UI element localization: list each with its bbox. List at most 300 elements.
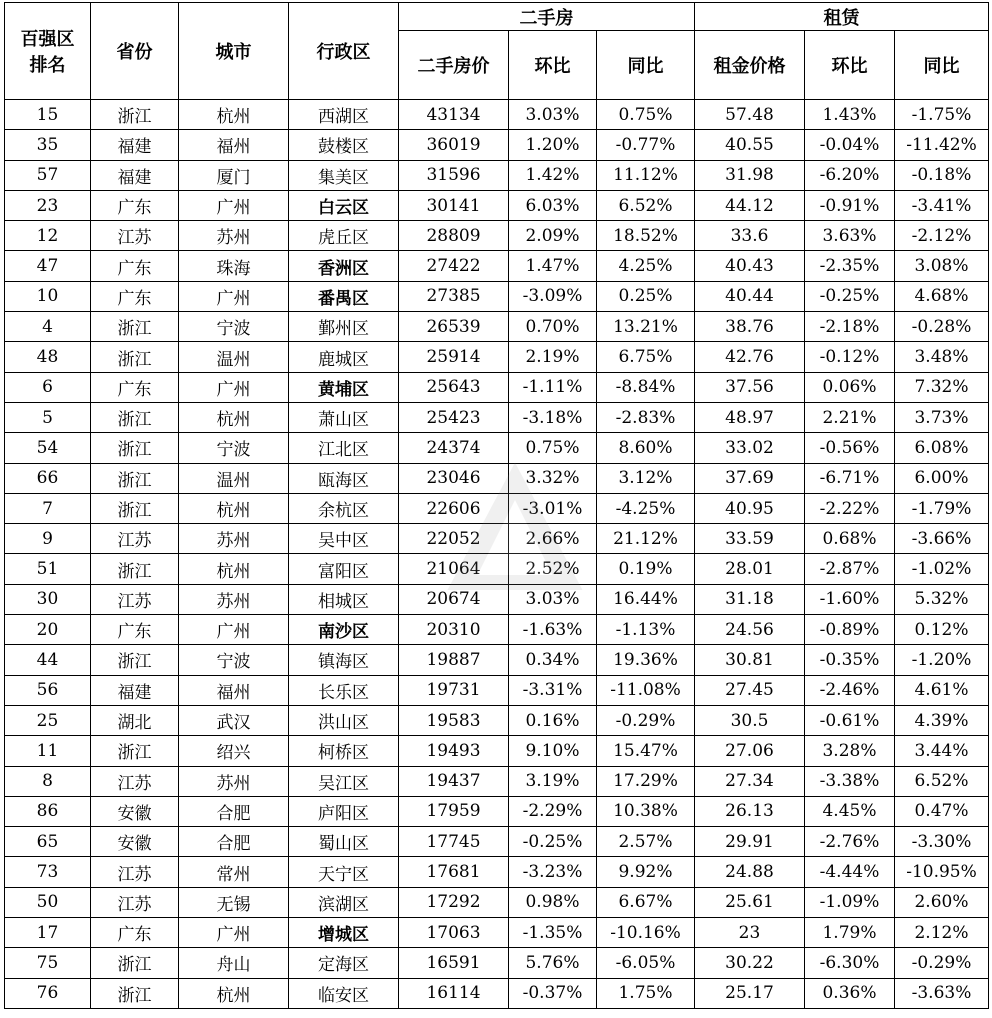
cell-rank: 54 xyxy=(5,433,91,463)
cell-city: 杭州 xyxy=(179,402,289,432)
cell-rent-yoy: 3.44% xyxy=(895,736,989,766)
cell-yoy: -10.16% xyxy=(597,918,695,948)
cell-mom: 2.52% xyxy=(509,554,597,584)
cell-rent-mom: 1.43% xyxy=(805,100,895,130)
cell-yoy: 16.44% xyxy=(597,584,695,614)
cell-secondhand-price: 25914 xyxy=(399,342,509,372)
cell-secondhand-price: 30141 xyxy=(399,190,509,220)
cell-mom: 6.03% xyxy=(509,190,597,220)
cell-province: 浙江 xyxy=(91,433,179,463)
cell-rank: 73 xyxy=(5,857,91,887)
cell-rent-price: 40.43 xyxy=(695,251,805,281)
cell-rent-mom: 3.63% xyxy=(805,221,895,251)
cell-rent-price: 30.5 xyxy=(695,705,805,735)
cell-mom: -3.01% xyxy=(509,493,597,523)
cell-rent-price: 30.81 xyxy=(695,645,805,675)
data-table xyxy=(4,2,989,1009)
cell-district: 长乐区 xyxy=(289,675,399,705)
cell-province: 浙江 xyxy=(91,736,179,766)
cell-province: 广东 xyxy=(91,918,179,948)
cell-rent-yoy: -1.20% xyxy=(895,645,989,675)
cell-mom: 5.76% xyxy=(509,948,597,978)
cell-rent-price: 42.76 xyxy=(695,342,805,372)
cell-rent-price: 27.06 xyxy=(695,736,805,766)
cell-rent-mom: -2.35% xyxy=(805,251,895,281)
table-row xyxy=(5,402,989,432)
cell-mom: 0.98% xyxy=(509,887,597,917)
cell-city: 广州 xyxy=(179,281,289,311)
cell-city: 宁波 xyxy=(179,645,289,675)
cell-secondhand-price: 17681 xyxy=(399,857,509,887)
cell-rent-yoy: -1.75% xyxy=(895,100,989,130)
cell-rent-price: 24.88 xyxy=(695,857,805,887)
cell-city: 杭州 xyxy=(179,493,289,523)
cell-mom: 3.19% xyxy=(509,766,597,796)
cell-mom: -0.25% xyxy=(509,827,597,857)
cell-mom: 0.70% xyxy=(509,312,597,342)
header-secondhand-price: 二手房价 xyxy=(399,31,509,100)
cell-rent-yoy: 4.39% xyxy=(895,705,989,735)
cell-secondhand-price: 17959 xyxy=(399,796,509,826)
cell-rent-price: 29.91 xyxy=(695,827,805,857)
cell-rent-price: 48.97 xyxy=(695,402,805,432)
cell-secondhand-price: 19493 xyxy=(399,736,509,766)
cell-mom: 9.10% xyxy=(509,736,597,766)
cell-rent-mom: -1.60% xyxy=(805,584,895,614)
header-rank-line2: 排名 xyxy=(29,55,66,76)
cell-yoy: 1.75% xyxy=(597,978,695,1008)
cell-secondhand-price: 19583 xyxy=(399,705,509,735)
header-rent-yoy: 同比 xyxy=(895,31,989,100)
cell-rent-mom: -6.30% xyxy=(805,948,895,978)
cell-yoy: 2.57% xyxy=(597,827,695,857)
cell-mom: 3.32% xyxy=(509,463,597,493)
cell-yoy: -0.29% xyxy=(597,705,695,735)
cell-rank: 8 xyxy=(5,766,91,796)
table-row xyxy=(5,705,989,735)
cell-secondhand-price: 25423 xyxy=(399,402,509,432)
cell-secondhand-price: 36019 xyxy=(399,130,509,160)
cell-yoy: 10.38% xyxy=(597,796,695,826)
cell-rent-yoy: -0.18% xyxy=(895,160,989,190)
cell-rent-yoy: 4.61% xyxy=(895,675,989,705)
cell-yoy: 6.67% xyxy=(597,887,695,917)
cell-yoy: 11.12% xyxy=(597,160,695,190)
cell-rank: 86 xyxy=(5,796,91,826)
cell-mom: 1.47% xyxy=(509,251,597,281)
cell-rent-yoy: 2.60% xyxy=(895,887,989,917)
cell-rank: 66 xyxy=(5,463,91,493)
cell-rent-price: 37.69 xyxy=(695,463,805,493)
table-row xyxy=(5,857,989,887)
cell-district: 番禺区 xyxy=(289,281,399,311)
cell-yoy: -0.77% xyxy=(597,130,695,160)
cell-rent-price: 57.48 xyxy=(695,100,805,130)
cell-rank: 17 xyxy=(5,918,91,948)
cell-city: 杭州 xyxy=(179,978,289,1008)
header-yoy: 同比 xyxy=(597,31,695,100)
header-rent-mom: 环比 xyxy=(805,31,895,100)
cell-rank: 5 xyxy=(5,402,91,432)
cell-secondhand-price: 26539 xyxy=(399,312,509,342)
cell-mom: 3.03% xyxy=(509,584,597,614)
cell-rent-mom: -0.56% xyxy=(805,433,895,463)
cell-secondhand-price: 16591 xyxy=(399,948,509,978)
table-row xyxy=(5,342,989,372)
table-row xyxy=(5,281,989,311)
table-row xyxy=(5,584,989,614)
cell-yoy: 21.12% xyxy=(597,524,695,554)
cell-rent-mom: -0.91% xyxy=(805,190,895,220)
cell-rent-yoy: 6.00% xyxy=(895,463,989,493)
cell-city: 合肥 xyxy=(179,827,289,857)
cell-secondhand-price: 17063 xyxy=(399,918,509,948)
cell-rent-mom: -0.12% xyxy=(805,342,895,372)
cell-rent-price: 26.13 xyxy=(695,796,805,826)
cell-city: 宁波 xyxy=(179,433,289,463)
cell-city: 杭州 xyxy=(179,100,289,130)
cell-rent-mom: -2.87% xyxy=(805,554,895,584)
cell-rent-mom: -2.76% xyxy=(805,827,895,857)
cell-rent-price: 44.12 xyxy=(695,190,805,220)
cell-yoy: 0.19% xyxy=(597,554,695,584)
cell-rent-yoy: -10.95% xyxy=(895,857,989,887)
cell-province: 浙江 xyxy=(91,342,179,372)
cell-mom: 2.19% xyxy=(509,342,597,372)
cell-rent-price: 27.45 xyxy=(695,675,805,705)
header-district: 行政区 xyxy=(289,3,399,100)
header-rank-line1: 百强区 xyxy=(20,29,75,50)
cell-rank: 7 xyxy=(5,493,91,523)
table-row xyxy=(5,160,989,190)
cell-rent-mom: -2.46% xyxy=(805,675,895,705)
cell-province: 江苏 xyxy=(91,584,179,614)
cell-secondhand-price: 23046 xyxy=(399,463,509,493)
cell-secondhand-price: 19887 xyxy=(399,645,509,675)
cell-rank: 35 xyxy=(5,130,91,160)
cell-city: 常州 xyxy=(179,857,289,887)
table-row xyxy=(5,524,989,554)
cell-district: 吴中区 xyxy=(289,524,399,554)
cell-secondhand-price: 22052 xyxy=(399,524,509,554)
cell-rank: 47 xyxy=(5,251,91,281)
cell-mom: 1.20% xyxy=(509,130,597,160)
cell-city: 广州 xyxy=(179,918,289,948)
cell-rent-price: 37.56 xyxy=(695,372,805,402)
cell-rent-mom: -0.04% xyxy=(805,130,895,160)
cell-rank: 51 xyxy=(5,554,91,584)
cell-rent-mom: -1.09% xyxy=(805,887,895,917)
cell-yoy: 3.12% xyxy=(597,463,695,493)
cell-city: 绍兴 xyxy=(179,736,289,766)
cell-rank: 50 xyxy=(5,887,91,917)
cell-province: 安徽 xyxy=(91,827,179,857)
cell-rank: 4 xyxy=(5,312,91,342)
cell-district: 黄埔区 xyxy=(289,372,399,402)
cell-rent-price: 25.17 xyxy=(695,978,805,1008)
cell-yoy: 13.21% xyxy=(597,312,695,342)
cell-yoy: -6.05% xyxy=(597,948,695,978)
cell-secondhand-price: 27422 xyxy=(399,251,509,281)
cell-district: 滨湖区 xyxy=(289,887,399,917)
cell-district: 增城区 xyxy=(289,918,399,948)
cell-district: 鄞州区 xyxy=(289,312,399,342)
cell-rent-yoy: 7.32% xyxy=(895,372,989,402)
cell-rent-price: 31.18 xyxy=(695,584,805,614)
cell-rent-yoy: 4.68% xyxy=(895,281,989,311)
cell-rent-price: 33.59 xyxy=(695,524,805,554)
cell-district: 虎丘区 xyxy=(289,221,399,251)
cell-secondhand-price: 17745 xyxy=(399,827,509,857)
cell-province: 福建 xyxy=(91,160,179,190)
cell-rank: 44 xyxy=(5,645,91,675)
cell-rent-yoy: -3.30% xyxy=(895,827,989,857)
cell-mom: 1.42% xyxy=(509,160,597,190)
cell-mom: -3.18% xyxy=(509,402,597,432)
cell-province: 广东 xyxy=(91,615,179,645)
cell-mom: 0.16% xyxy=(509,705,597,735)
cell-city: 杭州 xyxy=(179,554,289,584)
cell-province: 江苏 xyxy=(91,766,179,796)
cell-yoy: 9.92% xyxy=(597,857,695,887)
cell-rent-mom: -4.44% xyxy=(805,857,895,887)
cell-city: 广州 xyxy=(179,190,289,220)
table-row xyxy=(5,100,989,130)
table-row xyxy=(5,190,989,220)
cell-rank: 11 xyxy=(5,736,91,766)
cell-district: 集美区 xyxy=(289,160,399,190)
cell-rent-yoy: 3.48% xyxy=(895,342,989,372)
cell-secondhand-price: 31596 xyxy=(399,160,509,190)
cell-district: 庐阳区 xyxy=(289,796,399,826)
cell-rent-mom: 0.68% xyxy=(805,524,895,554)
table-row xyxy=(5,978,989,1008)
cell-district: 吴江区 xyxy=(289,766,399,796)
cell-mom: 0.75% xyxy=(509,433,597,463)
cell-rank: 57 xyxy=(5,160,91,190)
cell-district: 定海区 xyxy=(289,948,399,978)
cell-mom: -3.31% xyxy=(509,675,597,705)
cell-district: 西湖区 xyxy=(289,100,399,130)
cell-province: 湖北 xyxy=(91,705,179,735)
cell-city: 广州 xyxy=(179,372,289,402)
cell-rent-yoy: -3.66% xyxy=(895,524,989,554)
cell-province: 浙江 xyxy=(91,493,179,523)
cell-province: 江苏 xyxy=(91,857,179,887)
cell-secondhand-price: 43134 xyxy=(399,100,509,130)
table-row xyxy=(5,463,989,493)
table-row xyxy=(5,130,989,160)
cell-rent-mom: 3.28% xyxy=(805,736,895,766)
table-row xyxy=(5,554,989,584)
cell-province: 浙江 xyxy=(91,554,179,584)
cell-rent-mom: 2.21% xyxy=(805,402,895,432)
cell-rent-price: 38.76 xyxy=(695,312,805,342)
cell-rent-mom: -0.89% xyxy=(805,615,895,645)
cell-rank: 75 xyxy=(5,948,91,978)
cell-secondhand-price: 20310 xyxy=(399,615,509,645)
cell-rent-yoy: 6.52% xyxy=(895,766,989,796)
table-row xyxy=(5,433,989,463)
table-row xyxy=(5,736,989,766)
cell-mom: 2.09% xyxy=(509,221,597,251)
cell-rent-price: 28.01 xyxy=(695,554,805,584)
cell-secondhand-price: 19437 xyxy=(399,766,509,796)
cell-province: 江苏 xyxy=(91,887,179,917)
cell-rent-mom: -2.18% xyxy=(805,312,895,342)
cell-rank: 12 xyxy=(5,221,91,251)
cell-province: 浙江 xyxy=(91,645,179,675)
cell-city: 苏州 xyxy=(179,766,289,796)
cell-district: 天宁区 xyxy=(289,857,399,887)
cell-secondhand-price: 27385 xyxy=(399,281,509,311)
cell-yoy: 0.25% xyxy=(597,281,695,311)
cell-yoy: 18.52% xyxy=(597,221,695,251)
table-row xyxy=(5,887,989,917)
cell-mom: -1.11% xyxy=(509,372,597,402)
cell-rent-yoy: -1.79% xyxy=(895,493,989,523)
cell-mom: -1.63% xyxy=(509,615,597,645)
cell-district: 富阳区 xyxy=(289,554,399,584)
cell-rent-price: 40.55 xyxy=(695,130,805,160)
table-row xyxy=(5,312,989,342)
cell-secondhand-price: 25643 xyxy=(399,372,509,402)
cell-secondhand-price: 24374 xyxy=(399,433,509,463)
table-header xyxy=(5,3,989,100)
cell-rent-price: 40.95 xyxy=(695,493,805,523)
table-row xyxy=(5,645,989,675)
cell-city: 合肥 xyxy=(179,796,289,826)
cell-district: 香洲区 xyxy=(289,251,399,281)
cell-mom: 3.03% xyxy=(509,100,597,130)
cell-yoy: 8.60% xyxy=(597,433,695,463)
cell-rent-mom: -6.20% xyxy=(805,160,895,190)
table-row xyxy=(5,827,989,857)
cell-district: 萧山区 xyxy=(289,402,399,432)
header-rank xyxy=(5,3,91,100)
cell-rent-yoy: 3.73% xyxy=(895,402,989,432)
cell-city: 温州 xyxy=(179,342,289,372)
cell-rent-yoy: -1.02% xyxy=(895,554,989,584)
cell-district: 蜀山区 xyxy=(289,827,399,857)
table-row xyxy=(5,796,989,826)
cell-rank: 30 xyxy=(5,584,91,614)
cell-rent-price: 31.98 xyxy=(695,160,805,190)
table-body xyxy=(5,100,989,1009)
cell-rent-mom: 0.36% xyxy=(805,978,895,1008)
cell-rent-price: 24.56 xyxy=(695,615,805,645)
cell-rent-yoy: 6.08% xyxy=(895,433,989,463)
cell-mom: 2.66% xyxy=(509,524,597,554)
cell-district: 相城区 xyxy=(289,584,399,614)
cell-rent-mom: -0.61% xyxy=(805,705,895,735)
cell-city: 福州 xyxy=(179,675,289,705)
cell-yoy: 0.75% xyxy=(597,100,695,130)
table-row xyxy=(5,766,989,796)
cell-district: 白云区 xyxy=(289,190,399,220)
cell-province: 浙江 xyxy=(91,463,179,493)
cell-city: 温州 xyxy=(179,463,289,493)
table-row xyxy=(5,221,989,251)
table-row xyxy=(5,918,989,948)
cell-province: 福建 xyxy=(91,130,179,160)
cell-secondhand-price: 22606 xyxy=(399,493,509,523)
cell-province: 安徽 xyxy=(91,796,179,826)
cell-rent-yoy: 3.08% xyxy=(895,251,989,281)
cell-rank: 9 xyxy=(5,524,91,554)
cell-rank: 23 xyxy=(5,190,91,220)
cell-rent-mom: -2.22% xyxy=(805,493,895,523)
cell-rent-yoy: 0.12% xyxy=(895,615,989,645)
cell-province: 浙江 xyxy=(91,978,179,1008)
cell-province: 广东 xyxy=(91,372,179,402)
cell-city: 舟山 xyxy=(179,948,289,978)
cell-province: 浙江 xyxy=(91,100,179,130)
cell-city: 无锡 xyxy=(179,887,289,917)
header-rent-price: 租金价格 xyxy=(695,31,805,100)
table-row xyxy=(5,493,989,523)
cell-province: 江苏 xyxy=(91,524,179,554)
header-secondhand-group: 二手房 xyxy=(399,3,695,31)
cell-city: 福州 xyxy=(179,130,289,160)
table-row xyxy=(5,372,989,402)
cell-rent-mom: 1.79% xyxy=(805,918,895,948)
cell-province: 广东 xyxy=(91,190,179,220)
cell-district: 余杭区 xyxy=(289,493,399,523)
cell-rent-yoy: -3.63% xyxy=(895,978,989,1008)
cell-rent-mom: 4.45% xyxy=(805,796,895,826)
cell-city: 厦门 xyxy=(179,160,289,190)
cell-rent-mom: -6.71% xyxy=(805,463,895,493)
cell-city: 珠海 xyxy=(179,251,289,281)
cell-secondhand-price: 17292 xyxy=(399,887,509,917)
cell-city: 宁波 xyxy=(179,312,289,342)
table-row xyxy=(5,251,989,281)
cell-rent-yoy: 0.47% xyxy=(895,796,989,826)
cell-secondhand-price: 21064 xyxy=(399,554,509,584)
cell-rent-price: 40.44 xyxy=(695,281,805,311)
cell-rent-price: 27.34 xyxy=(695,766,805,796)
cell-rank: 76 xyxy=(5,978,91,1008)
table-row xyxy=(5,615,989,645)
header-province: 省份 xyxy=(91,3,179,100)
cell-mom: 0.34% xyxy=(509,645,597,675)
cell-district: 柯桥区 xyxy=(289,736,399,766)
cell-yoy: 15.47% xyxy=(597,736,695,766)
cell-rent-yoy: -0.29% xyxy=(895,948,989,978)
cell-rent-yoy: -11.42% xyxy=(895,130,989,160)
cell-rank: 6 xyxy=(5,372,91,402)
cell-yoy: 6.52% xyxy=(597,190,695,220)
table-row xyxy=(5,675,989,705)
cell-district: 瓯海区 xyxy=(289,463,399,493)
cell-yoy: 4.25% xyxy=(597,251,695,281)
cell-mom: -1.35% xyxy=(509,918,597,948)
cell-rank: 25 xyxy=(5,705,91,735)
cell-mom: -3.09% xyxy=(509,281,597,311)
table-row xyxy=(5,948,989,978)
cell-rent-price: 23 xyxy=(695,918,805,948)
cell-district: 临安区 xyxy=(289,978,399,1008)
cell-city: 苏州 xyxy=(179,524,289,554)
cell-province: 浙江 xyxy=(91,402,179,432)
cell-rent-yoy: -0.28% xyxy=(895,312,989,342)
cell-secondhand-price: 20674 xyxy=(399,584,509,614)
cell-rent-mom: 0.06% xyxy=(805,372,895,402)
cell-secondhand-price: 19731 xyxy=(399,675,509,705)
cell-rent-mom: -0.25% xyxy=(805,281,895,311)
cell-rent-mom: -3.38% xyxy=(805,766,895,796)
